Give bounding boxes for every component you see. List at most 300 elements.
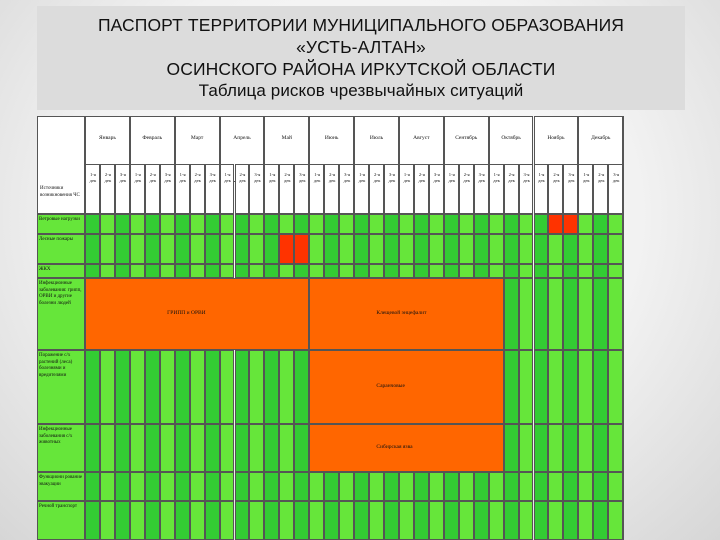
grid-cell (489, 501, 504, 540)
grid-cell (563, 278, 578, 350)
grid-cell (519, 264, 534, 278)
grid-cell (384, 472, 399, 501)
grid-cell (339, 501, 354, 540)
grid-cell (593, 350, 608, 424)
grid-cell (235, 214, 250, 234)
grid-cell (534, 501, 549, 540)
grid-cell (608, 234, 623, 264)
row-label: Лесные пожары (39, 237, 74, 242)
grid-cell (279, 424, 294, 472)
grid-cell (489, 234, 504, 264)
grid-cell (563, 214, 578, 234)
grid-cell (563, 424, 578, 472)
grid-cell (264, 350, 279, 424)
grid-cell (190, 501, 205, 540)
grid-cell (489, 264, 504, 278)
grid-cell (220, 214, 235, 234)
decade-label: 2-я дек (149, 172, 157, 183)
decade-label: 1-я дек (224, 172, 231, 183)
grid-cell (85, 472, 100, 501)
decade-label: 2-я дек (373, 172, 381, 183)
grid-cell (563, 264, 578, 278)
grid-cell (205, 501, 220, 540)
grid-cell (578, 350, 593, 424)
decade-label: 2-я дек (508, 172, 515, 183)
risk-label-anthrax: Сибирская язва (376, 444, 413, 450)
grid-cell (414, 264, 429, 278)
grid-cell (85, 214, 100, 234)
grid-cell (519, 234, 534, 264)
grid-cell (279, 501, 294, 540)
grid-cell (534, 264, 549, 278)
grid-cell (563, 234, 578, 264)
grid-cell (489, 214, 504, 234)
grid-cell (145, 264, 160, 278)
grid-cell (414, 472, 429, 501)
grid-cell (175, 472, 190, 501)
grid-cell (608, 264, 623, 278)
grid-cell (100, 424, 115, 472)
grid-cell (339, 234, 354, 264)
grid-cell (145, 214, 160, 234)
grid-cell (115, 501, 130, 540)
row-label: Инфекционные заболевания: грипп, ОРВИ и другие болезни людей (39, 281, 82, 306)
grid-cell (459, 234, 474, 264)
grid-cell (504, 424, 519, 472)
grid-cell (369, 234, 384, 264)
title-line-1: ПАСПОРТ ТЕРРИТОРИИ МУНИЦИПАЛЬНОГО ОБРАЗОВАНИЯ (97, 15, 625, 35)
grid-cell (548, 472, 563, 501)
decade-label: 3-я дек (388, 172, 396, 183)
grid-cell (548, 278, 563, 350)
grid-cell (593, 501, 608, 540)
grid-cell (519, 278, 534, 350)
decade-label: 2-я дек (328, 172, 336, 183)
grid-cell (175, 424, 190, 472)
risk-label-locust: Саранчовые (376, 383, 405, 389)
grid-cell (593, 424, 608, 472)
decade-label: 1-я дек (313, 172, 321, 183)
table-right-border (622, 116, 624, 540)
table-subtitle: Таблица рисков чрезвычайных ситуаций (198, 81, 524, 100)
grid-cell (190, 472, 205, 501)
grid-cell (593, 264, 608, 278)
grid-cell (578, 234, 593, 264)
grid-cell (85, 424, 100, 472)
grid-cell (369, 214, 384, 234)
grid-cell (399, 214, 414, 234)
month-label: Апрель (233, 135, 251, 141)
decade-label: 3-я дек (568, 172, 575, 183)
grid-cell (578, 424, 593, 472)
grid-cell (474, 472, 489, 501)
month-label: Октябрь (501, 135, 521, 141)
month-label: Август (413, 135, 430, 141)
grid-cell (130, 234, 145, 264)
grid-cell (115, 472, 130, 501)
grid-cell (190, 350, 205, 424)
grid-cell (354, 264, 369, 278)
grid-cell (130, 350, 145, 424)
grid-cell (264, 424, 279, 472)
grid-cell (504, 214, 519, 234)
decade-label: 3-я дек (523, 172, 530, 183)
grid-cell (519, 214, 534, 234)
grid-cell (100, 501, 115, 540)
grid-cell (444, 234, 459, 264)
month-label: Май (281, 135, 292, 141)
grid-cell (279, 234, 294, 264)
title-line-3: ОСИНСКОГО РАЙОНА ИРКУТСКОЙ ОБЛАСТИ (166, 59, 556, 79)
decade-label: 2-я дек (418, 172, 426, 183)
grid-cell (459, 472, 474, 501)
grid-cell (578, 278, 593, 350)
grid-cell (593, 234, 608, 264)
grid-cell (309, 214, 324, 234)
grid-cell (429, 264, 444, 278)
month-label: Сентябрь (455, 135, 478, 141)
grid-cell (369, 264, 384, 278)
grid-cell (130, 501, 145, 540)
grid-cell (563, 472, 578, 501)
decade-label: 3-я дек (433, 172, 441, 183)
grid-cell (504, 234, 519, 264)
grid-cell (608, 424, 623, 472)
grid-cell (504, 472, 519, 501)
grid-cell (100, 214, 115, 234)
row-label: Речной транспорт (39, 504, 78, 509)
risk-label-flu: ГРИПП и ОРВИ (167, 310, 206, 316)
decade-label: 2-я дек (553, 172, 560, 183)
grid-cell (190, 264, 205, 278)
grid-cell (130, 264, 145, 278)
grid-cell (444, 501, 459, 540)
grid-cell (190, 234, 205, 264)
grid-cell (175, 264, 190, 278)
grid-cell (249, 264, 264, 278)
grid-cell (384, 234, 399, 264)
grid-cell (235, 424, 250, 472)
grid-cell (324, 264, 339, 278)
grid-cell (399, 472, 414, 501)
month-label: Февраль (142, 135, 163, 141)
grid-cell (444, 472, 459, 501)
grid-cell (235, 472, 250, 501)
grid-cell (220, 501, 235, 540)
grid-cell (130, 472, 145, 501)
grid-cell (205, 264, 220, 278)
grid-cell (85, 350, 100, 424)
decade-label: 3-я дек (164, 172, 172, 183)
grid-cell (384, 214, 399, 234)
grid-cell (309, 501, 324, 540)
decade-label: 1-я дек (179, 172, 186, 183)
grid-cell (548, 214, 563, 234)
grid-cell (264, 234, 279, 264)
grid-cell (414, 501, 429, 540)
grid-cell (279, 350, 294, 424)
grid-cell (548, 264, 563, 278)
grid-cell (519, 350, 534, 424)
grid-cell (220, 350, 235, 424)
grid-cell (235, 264, 250, 278)
grid-cell (444, 264, 459, 278)
decade-label: 1-я дек (358, 172, 366, 183)
decade-label: 3-я дек (254, 172, 261, 183)
grid-cell (160, 424, 175, 472)
month-label: Июнь (324, 135, 339, 141)
decade-label: 1-я дек (493, 172, 500, 183)
grid-cell (414, 234, 429, 264)
row-label: Ветровые нагрузки (39, 217, 80, 222)
corner-header-cell (37, 116, 85, 214)
grid-cell (339, 214, 354, 234)
grid-cell (324, 501, 339, 540)
grid-cell (474, 501, 489, 540)
grid-cell (249, 472, 264, 501)
grid-cell (85, 234, 100, 264)
grid-cell (249, 424, 264, 472)
grid-cell (100, 234, 115, 264)
month-label: Июль (369, 135, 384, 141)
grid-cell (205, 234, 220, 264)
grid-cell (279, 264, 294, 278)
grid-cell (354, 234, 369, 264)
grid-cell (130, 214, 145, 234)
decade-label: 2-я дек (104, 172, 112, 183)
grid-cell (504, 278, 519, 350)
grid-cell (324, 472, 339, 501)
grid-cell (429, 472, 444, 501)
risk-label-tick: Клещевой энцефалит (376, 310, 427, 316)
row-label: Инфекционные заболевания с/х животных (39, 427, 73, 445)
grid-cell (534, 424, 549, 472)
decade-label: 1-я дек (134, 172, 142, 183)
grid-cell (205, 350, 220, 424)
row-label: Поражение с/х растений (леса) болезнями и вредителями (39, 353, 73, 378)
grid-cell (354, 214, 369, 234)
grid-cell (369, 501, 384, 540)
grid-cell (563, 350, 578, 424)
decade-label: 3-я дек (612, 172, 620, 183)
decade-label: 3-я дек (343, 172, 351, 183)
grid-cell (578, 472, 593, 501)
grid-cell (309, 472, 324, 501)
grid-cell (190, 424, 205, 472)
decade-label: 1-я дек (403, 172, 411, 183)
grid-cell (474, 234, 489, 264)
grid-cell (205, 424, 220, 472)
grid-cell (399, 264, 414, 278)
grid-cell (294, 350, 309, 424)
row-label: ЖКХ (39, 267, 51, 272)
grid-cell (160, 214, 175, 234)
grid-cell (85, 264, 100, 278)
month-label: Декабрь (591, 135, 611, 141)
grid-cell (563, 501, 578, 540)
grid-cell (145, 234, 160, 264)
decade-label: 2-я дек (597, 172, 605, 183)
decade-label: 1-я дек (448, 172, 456, 183)
grid-cell (519, 424, 534, 472)
decade-label: 2-я дек (239, 172, 246, 183)
grid-cell (534, 472, 549, 501)
grid-cell (249, 234, 264, 264)
decade-label: 3-я дек (298, 172, 306, 183)
grid-cell (414, 214, 429, 234)
decade-label: 1-я дек (269, 172, 276, 183)
month-label: Март (190, 135, 204, 141)
grid-cell (309, 264, 324, 278)
grid-cell (294, 214, 309, 234)
grid-cell (160, 264, 175, 278)
grid-cell (249, 501, 264, 540)
grid-cell (220, 472, 235, 501)
grid-cell (220, 424, 235, 472)
grid-cell (175, 501, 190, 540)
decade-label: 1-я дек (89, 172, 97, 183)
grid-cell (115, 214, 130, 234)
grid-cell (309, 234, 324, 264)
grid-cell (205, 472, 220, 501)
grid-cell (115, 264, 130, 278)
grid-cell (593, 472, 608, 501)
grid-cell (205, 214, 220, 234)
grid-cell (324, 234, 339, 264)
grid-cell (145, 424, 160, 472)
grid-cell (294, 472, 309, 501)
grid-cell (145, 501, 160, 540)
grid-cell (175, 234, 190, 264)
grid-cell (264, 214, 279, 234)
grid-cell (130, 424, 145, 472)
grid-cell (548, 501, 563, 540)
grid-cell (369, 472, 384, 501)
grid-cell (249, 350, 264, 424)
grid-cell (548, 234, 563, 264)
grid-cell (324, 214, 339, 234)
grid-cell (534, 214, 549, 234)
grid-cell (578, 501, 593, 540)
grid-cell (339, 472, 354, 501)
grid-cell (548, 424, 563, 472)
grid-cell (145, 472, 160, 501)
grid-cell (279, 472, 294, 501)
grid-cell (534, 350, 549, 424)
grid-cell (235, 501, 250, 540)
grid-cell (534, 234, 549, 264)
grid-cell (593, 214, 608, 234)
decade-label: 2-я дек (284, 172, 291, 183)
grid-cell (608, 350, 623, 424)
grid-cell (249, 214, 264, 234)
grid-cell (100, 264, 115, 278)
corner-label: Источники возникновения ЧС (40, 186, 80, 198)
grid-cell (593, 278, 608, 350)
grid-cell (429, 214, 444, 234)
grid-cell (504, 350, 519, 424)
grid-cell (608, 472, 623, 501)
grid-cell (429, 234, 444, 264)
grid-cell (160, 234, 175, 264)
decade-label: 3-я дек (209, 172, 216, 183)
decade-label: 3-я дек (119, 172, 127, 183)
grid-cell (220, 234, 235, 264)
decade-label: 2-я дек (194, 172, 201, 183)
grid-cell (264, 472, 279, 501)
grid-cell (354, 501, 369, 540)
grid-cell (264, 501, 279, 540)
grid-cell (160, 501, 175, 540)
grid-cell (220, 264, 235, 278)
grid-cell (294, 234, 309, 264)
grid-cell (519, 472, 534, 501)
decade-label: 3-я дек (478, 172, 485, 183)
grid-cell (608, 214, 623, 234)
grid-cell (339, 264, 354, 278)
grid-cell (115, 234, 130, 264)
grid-cell (235, 350, 250, 424)
grid-cell (578, 214, 593, 234)
grid-cell (504, 264, 519, 278)
grid-cell (399, 234, 414, 264)
grid-cell (100, 472, 115, 501)
grid-cell (608, 278, 623, 350)
grid-cell (489, 472, 504, 501)
title-line-2: «УСТЬ-АЛТАН» (296, 37, 426, 57)
grid-cell (608, 501, 623, 540)
grid-cell (160, 472, 175, 501)
grid-cell (384, 264, 399, 278)
grid-cell (459, 214, 474, 234)
decade-label: 1-я дек (538, 172, 545, 183)
grid-cell (548, 350, 563, 424)
grid-cell (459, 501, 474, 540)
grid-cell (175, 214, 190, 234)
grid-cell (474, 264, 489, 278)
grid-cell (474, 214, 489, 234)
grid-cell (384, 501, 399, 540)
month-label: Январь (99, 135, 116, 141)
grid-cell (115, 424, 130, 472)
grid-cell (399, 501, 414, 540)
grid-cell (279, 214, 294, 234)
grid-cell (459, 264, 474, 278)
grid-cell (264, 264, 279, 278)
grid-cell (354, 472, 369, 501)
grid-cell (578, 264, 593, 278)
grid-cell (160, 350, 175, 424)
grid-cell (294, 264, 309, 278)
grid-cell (294, 424, 309, 472)
grid-cell (85, 501, 100, 540)
grid-cell (504, 501, 519, 540)
grid-cell (294, 501, 309, 540)
grid-cell (519, 501, 534, 540)
month-label: Ноябрь (547, 135, 565, 141)
grid-cell (100, 350, 115, 424)
grid-cell (235, 234, 250, 264)
decade-label: 1-я дек (583, 172, 590, 183)
grid-cell (444, 214, 459, 234)
grid-cell (534, 278, 549, 350)
grid-cell (429, 501, 444, 540)
risk-block-locust (309, 350, 503, 424)
grid-cell (190, 214, 205, 234)
decade-label: 2-я дек (463, 172, 471, 183)
grid-cell (175, 350, 190, 424)
grid-cell (115, 350, 130, 424)
